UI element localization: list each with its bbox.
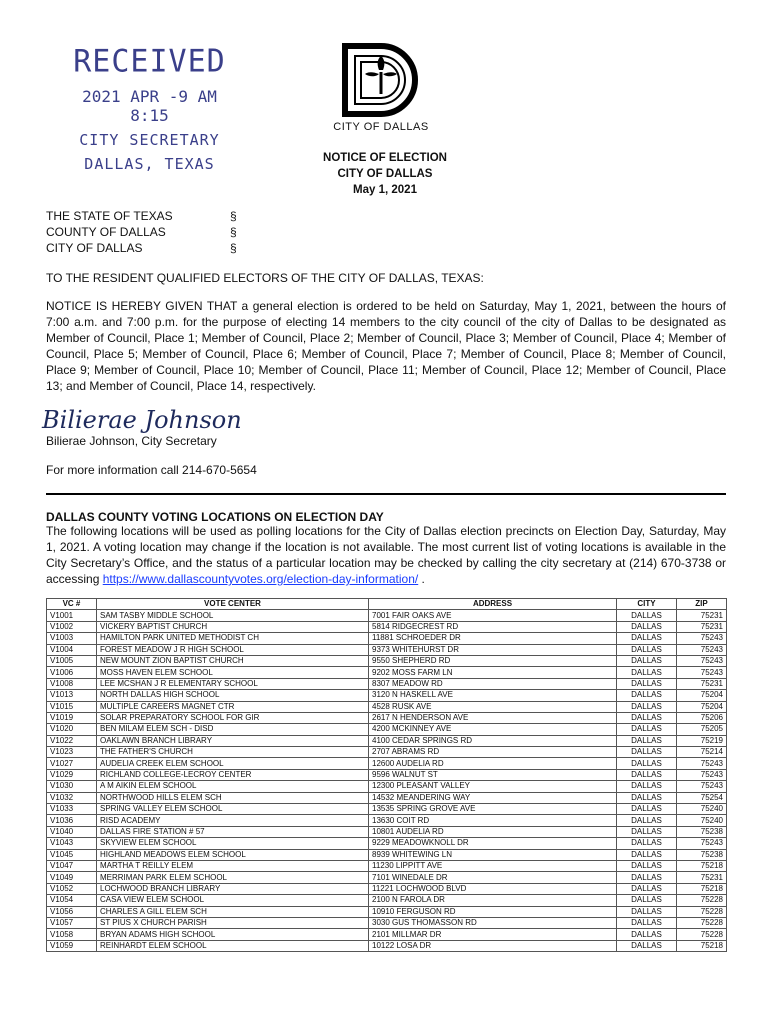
- table-row: [47, 917, 727, 928]
- cell-address: 13630 COIT RD: [369, 815, 617, 826]
- cell-vote-center: FOREST MEADOW J R HIGH SCHOOL: [97, 644, 369, 655]
- cell-zip: 75231: [677, 872, 727, 883]
- jurisdiction-label: THE STATE OF TEXAS: [46, 209, 173, 223]
- cell-address: 14532 MEANDERING WAY: [369, 792, 617, 803]
- cell-city: DALLAS: [617, 610, 677, 621]
- cell-address: 4200 MCKINNEY AVE: [369, 724, 617, 735]
- city-logo-icon: [341, 42, 421, 118]
- table-row: [47, 701, 727, 712]
- cell-vc: V1002: [47, 621, 97, 632]
- cell-vc: V1003: [47, 633, 97, 644]
- section-mark: §: [230, 241, 237, 255]
- cell-zip: 75231: [677, 678, 727, 689]
- cell-zip: 75243: [677, 644, 727, 655]
- cell-zip: 75214: [677, 747, 727, 758]
- cell-vote-center: AUDELIA CREEK ELEM SCHOOL: [97, 758, 369, 769]
- cell-vc: V1045: [47, 849, 97, 860]
- cell-zip: 75238: [677, 826, 727, 837]
- cell-vc: V1043: [47, 838, 97, 849]
- cell-city: DALLAS: [617, 644, 677, 655]
- cell-address: 2617 N HENDERSON AVE: [369, 712, 617, 723]
- section-mark: §: [230, 225, 237, 239]
- cell-vc: V1006: [47, 667, 97, 678]
- table-row: [47, 792, 727, 803]
- cell-address: 4528 RUSK AVE: [369, 701, 617, 712]
- cell-vote-center: CHARLES A GILL ELEM SCH: [97, 906, 369, 917]
- jurisdiction-block: [46, 208, 237, 256]
- cell-address: 5814 RIDGECREST RD: [369, 621, 617, 632]
- cell-vc: V1013: [47, 690, 97, 701]
- cell-address: 8939 WHITEWING LN: [369, 849, 617, 860]
- cell-vote-center: THE FATHER'S CHURCH: [97, 747, 369, 758]
- cell-vc: V1056: [47, 906, 97, 917]
- jurisdiction-row: [46, 224, 237, 240]
- table-row: [47, 747, 727, 758]
- table-body: [47, 610, 727, 952]
- header-vote-center: VOTE CENTER: [97, 599, 369, 610]
- table-row: [47, 735, 727, 746]
- header-zip: ZIP: [677, 599, 727, 610]
- received-stamp: [62, 44, 237, 173]
- table-row: [47, 872, 727, 883]
- heading-line-3: May 1, 2021: [353, 184, 417, 196]
- cell-city: DALLAS: [617, 655, 677, 666]
- cell-vote-center: A M AIKIN ELEM SCHOOL: [97, 781, 369, 792]
- cell-zip: 75206: [677, 712, 727, 723]
- cell-vote-center: NORTHWOOD HILLS ELEM SCH: [97, 792, 369, 803]
- signature: Bilierae Johnson: [42, 406, 242, 434]
- cell-vote-center: VICKERY BAPTIST CHURCH: [97, 621, 369, 632]
- cell-zip: 75243: [677, 838, 727, 849]
- cell-vc: V1047: [47, 860, 97, 871]
- section-after-link: .: [418, 572, 425, 586]
- cell-city: DALLAS: [617, 815, 677, 826]
- table-row: [47, 667, 727, 678]
- cell-vote-center: NEW MOUNT ZION BAPTIST CHURCH: [97, 655, 369, 666]
- stamp-title: RECEIVED: [73, 43, 226, 80]
- cell-zip: 75238: [677, 849, 727, 860]
- cell-vote-center: REINHARDT ELEM SCHOOL: [97, 940, 369, 951]
- cell-address: 3120 N HASKELL AVE: [369, 690, 617, 701]
- table-row: [47, 895, 727, 906]
- cell-city: DALLAS: [617, 860, 677, 871]
- cell-city: DALLAS: [617, 633, 677, 644]
- cell-zip: 75243: [677, 667, 727, 678]
- cell-vc: V1001: [47, 610, 97, 621]
- cell-vote-center: RICHLAND COLLEGE-LECROY CENTER: [97, 769, 369, 780]
- cell-vote-center: LEE MCSHAN J R ELEMENTARY SCHOOL: [97, 678, 369, 689]
- cell-address: 13535 SPRING GROVE AVE: [369, 804, 617, 815]
- cell-vc: V1027: [47, 758, 97, 769]
- table-row: [47, 815, 727, 826]
- logo-text: CITY OF DALLAS: [333, 121, 429, 133]
- cell-city: DALLAS: [617, 667, 677, 678]
- table-row: [47, 929, 727, 940]
- cell-city: DALLAS: [617, 917, 677, 928]
- cell-vc: V1058: [47, 929, 97, 940]
- cell-vc: V1005: [47, 655, 97, 666]
- cell-address: 7101 WINEDALE DR: [369, 872, 617, 883]
- cell-vote-center: MULTIPLE CAREERS MAGNET CTR: [97, 701, 369, 712]
- table-row: [47, 906, 727, 917]
- cell-city: DALLAS: [617, 769, 677, 780]
- cell-vc: V1059: [47, 940, 97, 951]
- cell-vote-center: BRYAN ADAMS HIGH SCHOOL: [97, 929, 369, 940]
- cell-vc: V1040: [47, 826, 97, 837]
- table-row: [47, 838, 727, 849]
- table-row: [47, 633, 727, 644]
- cell-address: 12600 AUDELIA RD: [369, 758, 617, 769]
- cell-city: DALLAS: [617, 940, 677, 951]
- cell-address: 11881 SCHROEDER DR: [369, 633, 617, 644]
- table-row: [47, 804, 727, 815]
- cell-address: 9550 SHEPHERD RD: [369, 655, 617, 666]
- jurisdiction-label: COUNTY OF DALLAS: [46, 225, 166, 239]
- cell-city: DALLAS: [617, 849, 677, 860]
- table-row: [47, 826, 727, 837]
- section-text: The following locations will be used as polling locations for the City of Dallas election precincts on Election Day, Saturday, May 1, 2021. A voting location may change if the location is not available. The most current list of voting locations is available in the City Secretary’s Office, and the status of a particular location may be checked by calling the city secretary at (214) 670-3738 or accessing: [46, 524, 726, 586]
- election-info-link[interactable]: https://www.dallascountyvotes.org/election-day-information/: [102, 572, 419, 586]
- cell-zip: 75243: [677, 781, 727, 792]
- cell-address: 2100 N FAROLA DR: [369, 895, 617, 906]
- notice-paragraph: NOTICE IS HEREBY GIVEN THAT a general election is ordered to be held on Saturday, May 1, 2021, between the hours of 7:00 a.m. and 7:00 p.m. for the purpose of electing 14 members to the city council of the city of Dallas to be designated as Member of Council, Place 1; Member of Council, Place 2; Member of Council, Place 3; Member of Council, Place 4; Member of Council, Place 5; Member of Council, Place 6; Member of Council, Place 7; Member of Council, Place 8; Member of Council, Place 9; Member of Council, Place 10; Member of Council, Place 11; Member of Council, Place 12; Member of Council, Place 13; and Member of Council, Place 14, respectively.: [46, 299, 726, 393]
- stamp-line-1: CITY SECRETARY: [79, 131, 220, 149]
- cell-vc: V1008: [47, 678, 97, 689]
- cell-address: 2101 MILLMAR DR: [369, 929, 617, 940]
- cell-vc: V1015: [47, 701, 97, 712]
- jurisdiction-label: CITY OF DALLAS: [46, 241, 143, 255]
- more-info-line: For more information call 214-670-5654: [46, 463, 257, 477]
- cell-address: 9229 MEADOWKNOLL DR: [369, 838, 617, 849]
- cell-vote-center: SPRING VALLEY ELEM SCHOOL: [97, 804, 369, 815]
- stamp-line-2: DALLAS, TEXAS: [84, 155, 215, 173]
- header-address: ADDRESS: [369, 599, 617, 610]
- cell-vote-center: SKYVIEW ELEM SCHOOL: [97, 838, 369, 849]
- cell-vc: V1049: [47, 872, 97, 883]
- cell-vote-center: MARTHA T REILLY ELEM: [97, 860, 369, 871]
- table-row: [47, 690, 727, 701]
- table-row: [47, 678, 727, 689]
- cell-zip: 75218: [677, 883, 727, 894]
- cell-vc: V1052: [47, 883, 97, 894]
- cell-address: 10801 AUDELIA RD: [369, 826, 617, 837]
- cell-address: 12300 PLEASANT VALLEY: [369, 781, 617, 792]
- table-header-row: [47, 599, 727, 610]
- cell-vote-center: DALLAS FIRE STATION # 57: [97, 826, 369, 837]
- cell-address: 4100 CEDAR SPRINGS RD: [369, 735, 617, 746]
- cell-city: DALLAS: [617, 826, 677, 837]
- cell-address: 7001 FAIR OAKS AVE: [369, 610, 617, 621]
- heading-line-2: CITY OF DALLAS: [337, 168, 433, 180]
- table-row: [47, 849, 727, 860]
- cell-zip: 75231: [677, 610, 727, 621]
- header-city: CITY: [617, 599, 677, 610]
- cell-vc: V1036: [47, 815, 97, 826]
- cell-vote-center: HAMILTON PARK UNITED METHODIST CH: [97, 633, 369, 644]
- cell-vc: V1033: [47, 804, 97, 815]
- cell-city: DALLAS: [617, 724, 677, 735]
- cell-address: 9596 WALNUT ST: [369, 769, 617, 780]
- cell-vote-center: SOLAR PREPARATORY SCHOOL FOR GIR: [97, 712, 369, 723]
- cell-zip: 75218: [677, 940, 727, 951]
- signature-caption: Bilierae Johnson, City Secretary: [46, 434, 217, 448]
- cell-city: DALLAS: [617, 838, 677, 849]
- cell-vc: V1054: [47, 895, 97, 906]
- cell-zip: 75240: [677, 815, 727, 826]
- cell-city: DALLAS: [617, 701, 677, 712]
- cell-city: DALLAS: [617, 804, 677, 815]
- section-paragraph: [46, 523, 726, 587]
- cell-zip: 75240: [677, 804, 727, 815]
- cell-address: 10910 FERGUSON RD: [369, 906, 617, 917]
- cell-zip: 75204: [677, 701, 727, 712]
- table-row: [47, 621, 727, 632]
- cell-zip: 75254: [677, 792, 727, 803]
- cell-vote-center: NORTH DALLAS HIGH SCHOOL: [97, 690, 369, 701]
- jurisdiction-row: [46, 208, 237, 224]
- cell-city: DALLAS: [617, 895, 677, 906]
- cell-zip: 75204: [677, 690, 727, 701]
- cell-city: DALLAS: [617, 929, 677, 940]
- cell-zip: 75231: [677, 621, 727, 632]
- cell-zip: 75228: [677, 917, 727, 928]
- cell-vc: V1030: [47, 781, 97, 792]
- heading-line-1: NOTICE OF ELECTION: [323, 152, 447, 164]
- cell-zip: 75218: [677, 860, 727, 871]
- resident-line: TO THE RESIDENT QUALIFIED ELECTORS OF THE CITY OF DALLAS, TEXAS:: [46, 271, 484, 285]
- table-row: [47, 610, 727, 621]
- divider: [46, 493, 726, 495]
- cell-vote-center: OAKLAWN BRANCH LIBRARY: [97, 735, 369, 746]
- cell-vote-center: MERRIMAN PARK ELEM SCHOOL: [97, 872, 369, 883]
- cell-vote-center: LOCHWOOD BRANCH LIBRARY: [97, 883, 369, 894]
- table-row: [47, 758, 727, 769]
- jurisdiction-row: [46, 240, 237, 256]
- table-row: [47, 655, 727, 666]
- table-row: [47, 940, 727, 951]
- cell-vc: V1020: [47, 724, 97, 735]
- cell-address: 10122 LOSA DR: [369, 940, 617, 951]
- cell-city: DALLAS: [617, 621, 677, 632]
- cell-address: 11221 LOCHWOOD BLVD: [369, 883, 617, 894]
- cell-address: 8307 MEADOW RD: [369, 678, 617, 689]
- cell-city: DALLAS: [617, 747, 677, 758]
- cell-vc: V1004: [47, 644, 97, 655]
- cell-vote-center: HIGHLAND MEADOWS ELEM SCHOOL: [97, 849, 369, 860]
- cell-zip: 75243: [677, 758, 727, 769]
- cell-city: DALLAS: [617, 678, 677, 689]
- cell-address: 11230 LIPPITT AVE: [369, 860, 617, 871]
- cell-city: DALLAS: [617, 872, 677, 883]
- section-mark: §: [230, 209, 237, 223]
- cell-zip: 75219: [677, 735, 727, 746]
- cell-vote-center: ST PIUS X CHURCH PARISH: [97, 917, 369, 928]
- cell-vc: V1023: [47, 747, 97, 758]
- cell-zip: 75243: [677, 655, 727, 666]
- cell-vc: V1057: [47, 917, 97, 928]
- cell-vote-center: CASA VIEW ELEM SCHOOL: [97, 895, 369, 906]
- cell-city: DALLAS: [617, 906, 677, 917]
- cell-zip: 75228: [677, 929, 727, 940]
- cell-zip: 75228: [677, 895, 727, 906]
- cell-zip: 75228: [677, 906, 727, 917]
- cell-zip: 75243: [677, 769, 727, 780]
- cell-vote-center: RISD ACADEMY: [97, 815, 369, 826]
- stamp-date: 2021 APR -9 AM 8:15: [82, 87, 217, 125]
- cell-address: 2707 ABRAMS RD: [369, 747, 617, 758]
- table-row: [47, 860, 727, 871]
- cell-zip: 75205: [677, 724, 727, 735]
- cell-address: 9202 MOSS FARM LN: [369, 667, 617, 678]
- cell-city: DALLAS: [617, 735, 677, 746]
- table-row: [47, 644, 727, 655]
- city-logo: [326, 42, 436, 133]
- cell-vote-center: MOSS HAVEN ELEM SCHOOL: [97, 667, 369, 678]
- table-row: [47, 883, 727, 894]
- cell-zip: 75243: [677, 633, 727, 644]
- cell-city: DALLAS: [617, 712, 677, 723]
- header-vc: VC #: [47, 599, 97, 610]
- cell-address: 3030 GUS THOMASSON RD: [369, 917, 617, 928]
- section-title: DALLAS COUNTY VOTING LOCATIONS ON ELECTION DAY: [46, 510, 384, 524]
- cell-city: DALLAS: [617, 883, 677, 894]
- cell-city: DALLAS: [617, 690, 677, 701]
- cell-vc: V1022: [47, 735, 97, 746]
- cell-city: DALLAS: [617, 792, 677, 803]
- table-row: [47, 712, 727, 723]
- cell-address: 9373 WHITEHURST DR: [369, 644, 617, 655]
- cell-vote-center: SAM TASBY MIDDLE SCHOOL: [97, 610, 369, 621]
- cell-city: DALLAS: [617, 781, 677, 792]
- cell-vc: V1019: [47, 712, 97, 723]
- cell-vc: V1029: [47, 769, 97, 780]
- table-row: [47, 769, 727, 780]
- cell-vc: V1032: [47, 792, 97, 803]
- notice-heading: [285, 150, 485, 198]
- voting-locations-table: [46, 598, 727, 952]
- table-row: [47, 781, 727, 792]
- cell-city: DALLAS: [617, 758, 677, 769]
- table-row: [47, 724, 727, 735]
- cell-vote-center: BEN MILAM ELEM SCH - DISD: [97, 724, 369, 735]
